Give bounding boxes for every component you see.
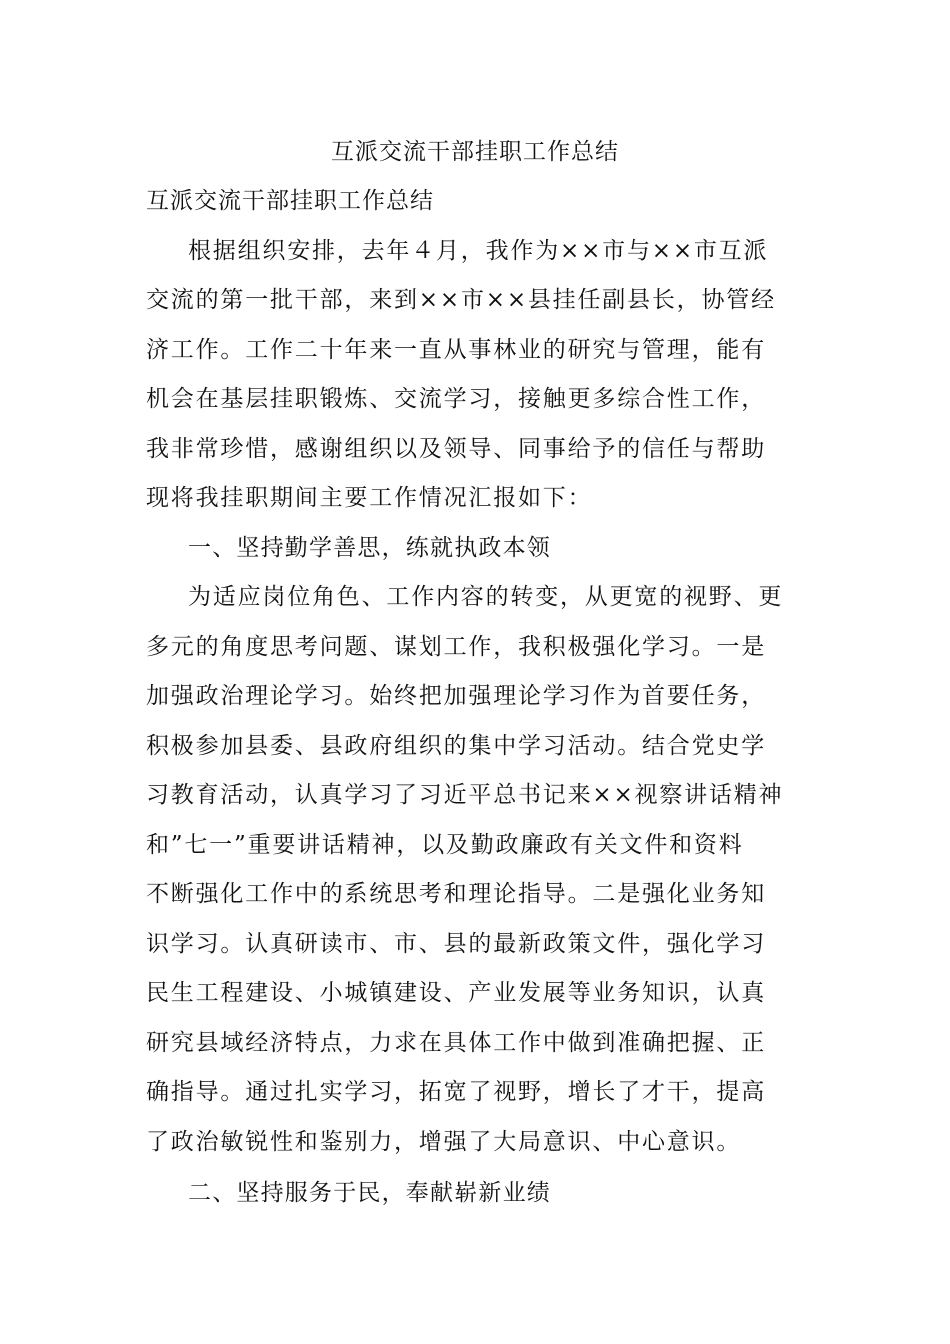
paragraph-line: 习教育活动，认真学习了习近平总书记来××视察讲话精神 [146,782,784,808]
paragraph-line: 识学习。认真研读市、市、县的最新政策文件，强化学习 [146,931,766,957]
paragraph-line: 交流的第一批干部，来到××市××县挂任副县长，协管经 [146,287,776,313]
section-heading: 一、坚持勤学善思，练就执政本领 [188,535,551,561]
paragraph-line: 不断强化工作中的系统思考和理论指导。二是强化业务知 [146,881,766,907]
paragraph-line: 根据组织安排，去年４月，我作为××市与××市互派 [188,238,769,264]
paragraph-line: 积极参加县委、县政府组织的集中学习活动。结合党史学 [146,733,766,759]
paragraph-line: 为适应岗位角色、工作内容的转变，从更宽的视野、更 [188,584,784,610]
paragraph-line: 我非常珍惜，感谢组织以及领导、同事给予的信任与帮助 [146,436,766,462]
paragraph-line: 民生工程建设、小城镇建设、产业发展等业务知识，认真 [146,980,766,1006]
paragraph-line: 加强政治理论学习。始终把加强理论学习作为首要任务， [146,683,766,709]
paragraph-line: 现将我挂职期间主要工作情况汇报如下： [146,485,593,511]
document-subtitle: 互派交流干部挂职工作总结 [146,188,434,214]
paragraph-line: 济工作。工作二十年来一直从事林业的研究与管理，能有 [146,337,766,363]
paragraph-line: 和”七一”重要讲话精神，以及勤政廉政有关文件和资料 [146,832,744,858]
paragraph-line: 了政治敏锐性和鉴别力，增强了大局意识、中心意识。 [146,1129,742,1155]
section-heading: 二、坚持服务于民，奉献崭新业绩 [188,1180,551,1206]
paragraph-line: 研究县域经济特点，力求在具体工作中做到准确把握、正 [146,1030,766,1056]
paragraph-line: 多元的角度思考问题、谋划工作，我积极强化学习。一是 [146,634,766,660]
paragraph-line: 机会在基层挂职锻炼、交流学习，接触更多综合性工作， [146,386,766,412]
page-title: 互派交流干部挂职工作总结 [331,139,619,165]
paragraph-line: 确指导。通过扎实学习，拓宽了视野，增长了才干，提高 [146,1079,766,1105]
